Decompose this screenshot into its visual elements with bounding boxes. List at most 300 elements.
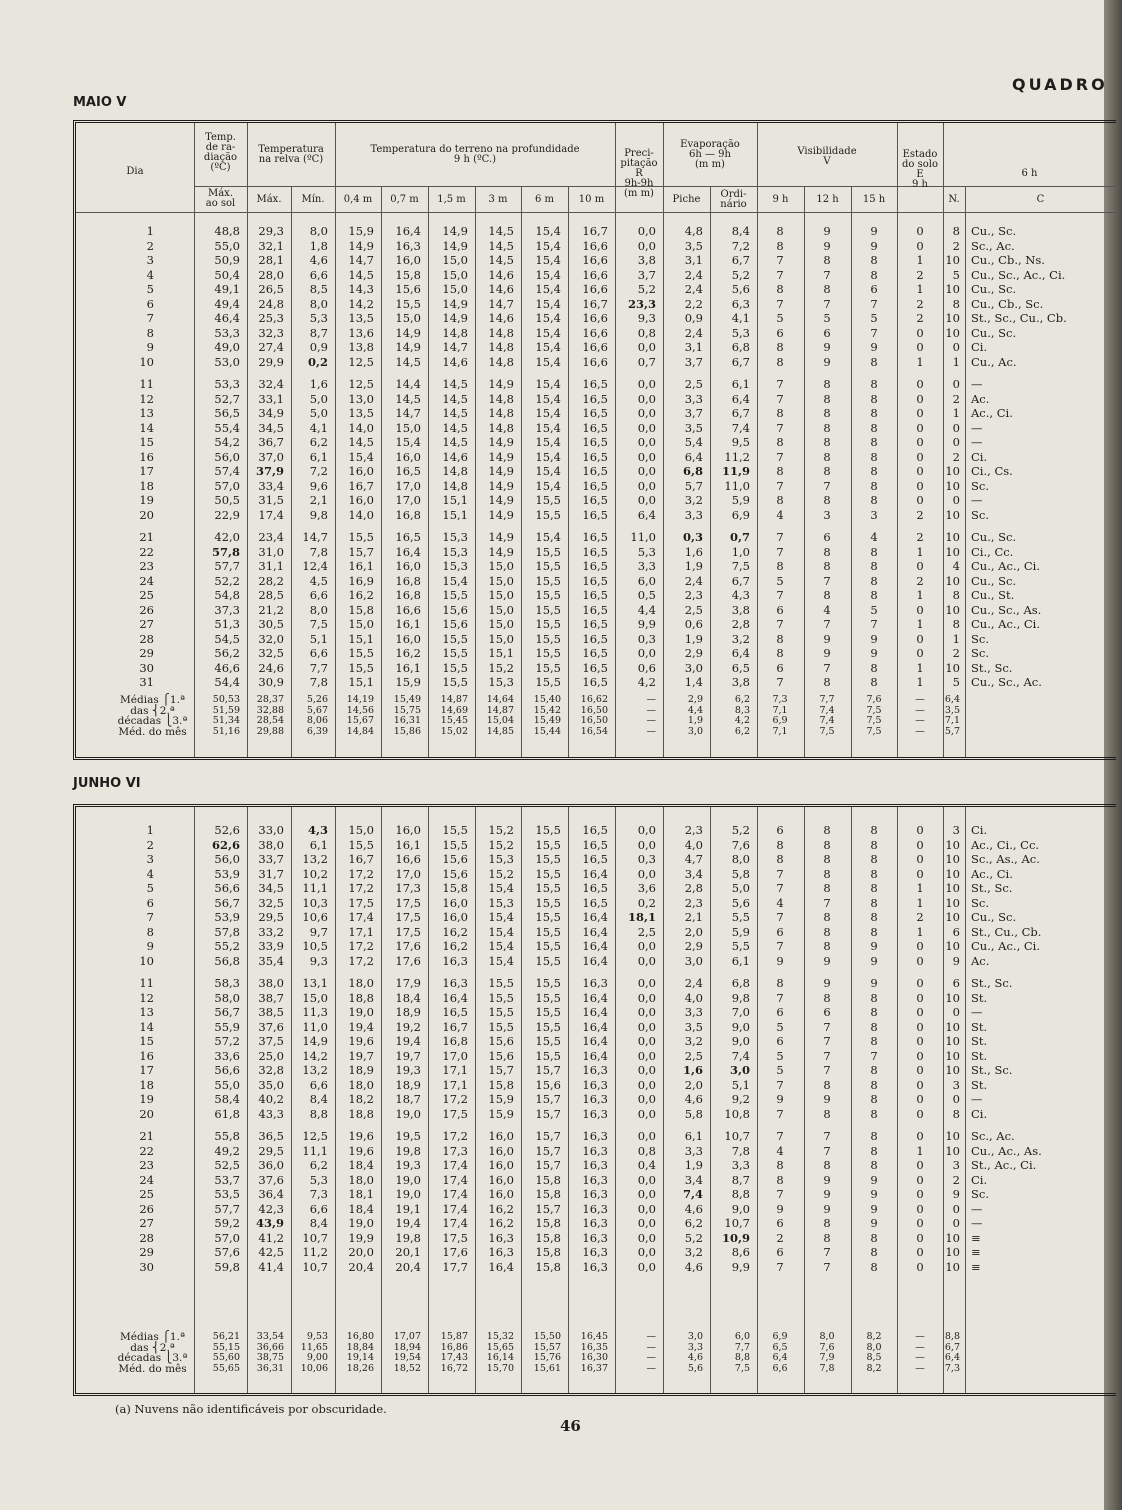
header-estado-4: 9 h: [912, 179, 928, 190]
cell-evap-piche: 3,3: [684, 391, 703, 406]
cell-temp-rad-max: 59,8: [214, 1259, 240, 1274]
cell-terreno-10: 16,3: [582, 1245, 608, 1259]
cell-dia: 19: [139, 493, 154, 507]
cell-terreno-3: 15,5: [488, 1019, 514, 1034]
cell-terreno-1-5: 17,4: [442, 1201, 468, 1216]
cell-terreno-6: 15,7: [535, 1106, 561, 1121]
cell-terreno-6: 15,4: [535, 253, 561, 267]
cell-relva-max: 32,3: [258, 325, 284, 340]
table-row: [76, 421, 1116, 435]
header-depth-0-4: 0,4 m: [343, 194, 373, 205]
cell-temp-rad-max: 58,4: [214, 1092, 240, 1106]
cell-relva-min: 7,8: [309, 544, 328, 559]
cell-precipitacao: 4,2: [637, 675, 656, 689]
mean-precipitacao: —: [646, 704, 656, 716]
mean-estado-solo: —: [915, 1362, 925, 1374]
cell-precipitacao: 0,0: [637, 1129, 656, 1143]
cell-terreno-0-4: 17,2: [348, 866, 374, 881]
month-title-maio: MAIO V: [73, 95, 127, 110]
table-row: [76, 976, 1116, 990]
cell-terreno-0-4: 15,1: [348, 675, 374, 689]
cell-precipitacao: 18,1: [627, 910, 656, 924]
table-row: [76, 925, 1116, 939]
cell-terreno-0-4: 18,0: [348, 1172, 374, 1187]
cell-dia: 16: [139, 449, 154, 464]
cell-relva-max: 29,3: [258, 224, 284, 238]
cell-vis-15h: 8: [870, 1063, 878, 1077]
cell-terreno-1-5: 14,9: [442, 224, 468, 238]
cell-vis-15h: 8: [870, 852, 878, 866]
cell-terreno-0-7: 16,1: [395, 617, 421, 631]
cell-nuvens-n: 0: [952, 340, 960, 354]
cell-vis-9h: 4: [776, 507, 784, 522]
cell-relva-max: 37,9: [255, 464, 284, 478]
mean-terreno-0-7: 15,75: [393, 704, 421, 716]
cell-terreno-10: 16,3: [582, 1158, 608, 1172]
mean-terreno-10: 16,30: [580, 1352, 608, 1363]
mean-relva-max: 36,66: [256, 1341, 284, 1353]
cell-terreno-0-4: 14,7: [348, 253, 374, 267]
cell-vis-15h: 8: [870, 1245, 878, 1259]
cell-dia: 12: [139, 391, 154, 406]
cell-dia: 20: [139, 507, 154, 522]
cell-evap-piche: 2,4: [684, 976, 703, 990]
cell-nuvens-c: —: [971, 1092, 983, 1106]
cell-temp-rad-max: 54,4: [214, 675, 240, 689]
cell-nuvens-n: 10: [945, 660, 960, 675]
cell-relva-max: 43,9: [255, 1216, 284, 1230]
cell-estado-solo: 0: [916, 976, 924, 990]
cell-terreno-0-4: 17,2: [348, 953, 374, 968]
quadro-heading: QUADRO: [1012, 75, 1108, 94]
table-row: [76, 939, 1116, 953]
cell-terreno-6: 15,4: [535, 340, 561, 354]
mean-temp-rad-max: 51,16: [212, 725, 240, 737]
cell-nuvens-c: Cu., Sc., Ac.: [971, 675, 1042, 689]
cell-relva-min: 4,3: [307, 823, 328, 837]
cell-dia: 29: [139, 646, 154, 660]
cell-relva-max: 28,5: [258, 588, 284, 602]
cell-terreno-0-4: 16,0: [348, 464, 374, 478]
cell-vis-12h: 7: [823, 1034, 831, 1048]
mean-estado-solo: —: [915, 715, 925, 726]
cell-terreno-10: 16,3: [582, 1106, 608, 1121]
table-row: [76, 1216, 1116, 1230]
table-row: [76, 508, 1116, 522]
cell-terreno-6: 15,4: [535, 238, 561, 253]
cell-terreno-3: 15,9: [488, 1106, 514, 1121]
cell-vis-15h: 8: [870, 544, 878, 559]
cell-nuvens-n: 5: [952, 675, 960, 689]
cell-nuvens-n: 8: [952, 617, 960, 631]
cell-evap-ordinario: 5,5: [731, 910, 750, 924]
mean-vis-15h: 8,2: [866, 1331, 882, 1342]
cell-temp-rad-max: 33,6: [214, 1048, 240, 1063]
cell-vis-9h: 7: [776, 296, 784, 311]
mean-terreno-0-4: 19,14: [346, 1352, 374, 1363]
cell-evap-piche: 2,3: [684, 895, 703, 910]
cell-terreno-6: 15,5: [535, 837, 561, 852]
cell-nuvens-n: 2: [952, 1172, 960, 1187]
cell-terreno-6: 15,5: [535, 1019, 561, 1034]
cell-evap-ordinario: 5,9: [731, 493, 750, 507]
cell-terreno-3: 14,8: [488, 420, 514, 435]
cell-temp-rad-max: 56,2: [214, 646, 240, 660]
cell-evap-piche: 2,4: [684, 325, 703, 340]
cell-evap-piche: 3,5: [684, 420, 703, 435]
cell-vis-15h: 4: [870, 530, 878, 544]
cell-vis-15h: 8: [870, 924, 878, 939]
cell-dia: 26: [139, 1201, 154, 1216]
cell-nuvens-c: ≡: [971, 1259, 981, 1274]
table-row: [76, 224, 1116, 238]
mean-vis-15h: 7,5: [866, 704, 882, 716]
cell-terreno-0-7: 17,6: [395, 953, 421, 968]
cell-estado-solo: 0: [916, 1092, 924, 1106]
cell-terreno-3: 15,0: [488, 602, 514, 617]
cell-terreno-3: 14,6: [488, 282, 514, 296]
cell-terreno-1-5: 15,4: [442, 573, 468, 588]
cell-estado-solo: 0: [916, 1048, 924, 1063]
cell-nuvens-c: Cu., Ac., As.: [971, 1143, 1042, 1158]
cell-evap-piche: 2,9: [684, 939, 703, 953]
table-row: [76, 910, 1116, 924]
cell-vis-9h: 2: [776, 1230, 784, 1245]
header-max-sol-1: Máx.: [207, 188, 234, 199]
cell-nuvens-n: 8: [952, 588, 960, 602]
mean-estado-solo: —: [915, 704, 925, 716]
cell-temp-rad-max: 55,9: [214, 1019, 240, 1034]
cell-dia: 28: [139, 1230, 154, 1245]
mean-relva-min: 5,67: [306, 704, 328, 716]
cell-nuvens-n: 10: [945, 1245, 960, 1259]
cell-terreno-10: 16,6: [582, 282, 608, 296]
cell-evap-ordinario: 5,1: [731, 1077, 750, 1092]
cell-terreno-0-4: 16,9: [348, 573, 374, 588]
cell-dia: 5: [146, 881, 154, 895]
mean-nuvens-n: 3,5: [944, 704, 960, 716]
cell-precipitacao: 0,0: [637, 866, 656, 881]
cell-nuvens-c: Sc., As., Ac.: [971, 852, 1040, 866]
cell-dia: 13: [139, 1005, 154, 1019]
cell-temp-rad-max: 62,6: [211, 837, 240, 852]
cell-temp-rad-max: 57,8: [211, 544, 240, 559]
table-row: [76, 896, 1116, 910]
cell-terreno-6: 15,4: [535, 391, 561, 406]
cell-terreno-3: 16,2: [488, 1216, 514, 1230]
cell-temp-rad-max: 61,8: [214, 1106, 240, 1121]
table-row: [76, 450, 1116, 464]
cell-terreno-6: 15,4: [535, 296, 561, 311]
mean-nuvens-n: 6,4: [944, 1352, 960, 1363]
cell-precipitacao: 0,0: [637, 976, 656, 990]
cell-evap-piche: 3,4: [684, 1172, 703, 1187]
cell-vis-15h: 8: [870, 253, 878, 267]
cell-terreno-3: 14,9: [488, 493, 514, 507]
cell-terreno-3: 14,9: [488, 464, 514, 478]
cell-relva-max: 36,7: [258, 435, 284, 449]
cell-terreno-1-5: 15,6: [442, 602, 468, 617]
cell-terreno-0-4: 19,4: [348, 1019, 374, 1034]
mean-terreno-0-7: 16,31: [393, 715, 421, 726]
cell-terreno-0-7: 16,2: [395, 646, 421, 660]
cell-vis-12h: 8: [823, 1230, 831, 1245]
mean-terreno-3: 15,32: [486, 1331, 514, 1342]
mean-temp-rad-max: 55,15: [212, 1341, 240, 1353]
cell-evap-ordinario: 5,8: [731, 866, 750, 881]
cell-evap-ordinario: 5,3: [731, 325, 750, 340]
cell-vis-12h: 7: [823, 1048, 831, 1063]
cell-nuvens-c: Cu., St.: [971, 588, 1015, 602]
cell-nuvens-n: 0: [952, 493, 960, 507]
means-row: [76, 716, 1116, 726]
cell-terreno-10: 16,4: [582, 1048, 608, 1063]
mean-terreno-1-5: 16,72: [440, 1362, 468, 1374]
cell-evap-ordinario: 9,0: [731, 1034, 750, 1048]
cell-evap-ordinario: 5,5: [731, 939, 750, 953]
table-row: [76, 661, 1116, 675]
cell-vis-15h: 8: [870, 449, 878, 464]
cell-nuvens-c: Ci.: [971, 1106, 988, 1121]
cell-terreno-6: 15,5: [535, 924, 561, 939]
cell-evap-ordinario: 11,2: [724, 449, 750, 464]
cell-terreno-6: 15,6: [535, 1077, 561, 1092]
cell-terreno-3: 14,8: [488, 340, 514, 354]
cell-terreno-0-4: 19,0: [348, 1005, 374, 1019]
cell-terreno-0-4: 18,8: [348, 990, 374, 1005]
mean-temp-rad-max: 55,60: [212, 1352, 240, 1363]
cell-nuvens-c: Cu., Ac., Ci.: [971, 559, 1041, 573]
cell-vis-15h: 8: [870, 1143, 878, 1158]
cell-relva-max: 27,4: [258, 340, 284, 354]
cell-relva-max: 37,6: [258, 1019, 284, 1034]
cell-relva-min: 6,6: [309, 646, 328, 660]
cell-terreno-1-5: 17,2: [442, 1092, 468, 1106]
cell-terreno-3: 15,4: [488, 881, 514, 895]
cell-temp-rad-max: 53,7: [214, 1172, 240, 1187]
means-row: [76, 1364, 1116, 1374]
cell-precipitacao: 0,7: [637, 354, 656, 369]
cell-relva-min: 8,0: [309, 296, 328, 311]
cell-terreno-0-4: 19,6: [348, 1129, 374, 1143]
cell-terreno-1-5: 14,5: [442, 406, 468, 420]
cell-dia: 19: [139, 1092, 154, 1106]
cell-nuvens-n: 10: [945, 530, 960, 544]
cell-nuvens-c: —: [971, 1201, 983, 1216]
cell-estado-solo: 0: [916, 464, 924, 478]
cell-terreno-1-5: 16,0: [442, 910, 468, 924]
cell-vis-9h: 7: [776, 881, 784, 895]
cell-evap-piche: 4,7: [684, 852, 703, 866]
cell-terreno-0-4: 20,0: [348, 1245, 374, 1259]
cell-nuvens-c: —: [971, 435, 983, 449]
cell-vis-12h: 8: [823, 544, 831, 559]
cell-precipitacao: 0,5: [637, 588, 656, 602]
cell-dia: 7: [146, 311, 154, 325]
mean-terreno-0-7: 19,54: [393, 1352, 421, 1363]
cell-terreno-6: 15,5: [535, 573, 561, 588]
cell-terreno-0-4: 14,2: [348, 296, 374, 311]
cell-nuvens-c: —: [971, 377, 983, 391]
cell-terreno-10: 16,5: [582, 493, 608, 507]
cell-terreno-0-4: 15,5: [348, 530, 374, 544]
mean-relva-min: 10,06: [300, 1362, 328, 1374]
cell-terreno-0-4: 16,0: [348, 493, 374, 507]
cell-relva-min: 8,0: [309, 224, 328, 238]
cell-terreno-0-4: 18,9: [348, 1063, 374, 1077]
cell-terreno-3: 15,4: [488, 910, 514, 924]
cell-nuvens-c: Ac., Ci., Cc.: [971, 837, 1040, 852]
cell-vis-9h: 7: [776, 866, 784, 881]
cell-nuvens-c: Cu., Sc., As.: [971, 602, 1042, 617]
cell-terreno-1-5: 14,8: [442, 478, 468, 493]
mean-relva-max: 38,75: [256, 1352, 284, 1363]
cell-vis-12h: 9: [823, 1187, 831, 1201]
cell-precipitacao: 9,3: [637, 311, 656, 325]
cell-terreno-10: 16,5: [582, 588, 608, 602]
cell-terreno-10: 16,4: [582, 1019, 608, 1034]
cell-vis-9h: 8: [776, 406, 784, 420]
cell-vis-15h: 9: [870, 953, 878, 968]
cell-vis-12h: 9: [823, 224, 831, 238]
cell-vis-15h: 8: [870, 354, 878, 369]
cell-precipitacao: 0,6: [637, 660, 656, 675]
cell-precipitacao: 0,0: [637, 1034, 656, 1048]
cell-terreno-10: 16,5: [582, 881, 608, 895]
cell-terreno-0-7: 19,3: [395, 1158, 421, 1172]
mean-evap-ordinario: 6,2: [734, 694, 750, 705]
cell-evap-piche: 3,3: [684, 1005, 703, 1019]
cell-temp-rad-max: 56,6: [214, 1063, 240, 1077]
cell-temp-rad-max: 58,3: [214, 976, 240, 990]
cell-relva-max: 25,3: [258, 311, 284, 325]
cell-terreno-1-5: 17,3: [442, 1143, 468, 1158]
mean-estado-solo: —: [915, 1341, 925, 1353]
cell-terreno-3: 15,6: [488, 1034, 514, 1048]
cell-terreno-1-5: 15,5: [442, 660, 468, 675]
cell-vis-12h: 8: [823, 1106, 831, 1121]
cell-evap-piche: 3,7: [684, 406, 703, 420]
cell-precipitacao: 0,0: [637, 238, 656, 253]
mean-precipitacao: —: [646, 1331, 656, 1342]
cell-evap-ordinario: 8,8: [731, 1187, 750, 1201]
cell-vis-12h: 3: [823, 507, 831, 522]
cell-terreno-10: 16,4: [582, 939, 608, 953]
cell-terreno-0-4: 14,3: [348, 282, 374, 296]
cell-vis-15h: 8: [870, 1034, 878, 1048]
mean-evap-ordinario: 8,8: [734, 1352, 750, 1363]
cell-terreno-0-7: 15,8: [395, 267, 421, 282]
cell-vis-9h: 8: [776, 559, 784, 573]
cell-terreno-1-5: 14,5: [442, 420, 468, 435]
cell-terreno-6: 15,4: [535, 449, 561, 464]
cell-vis-9h: 8: [776, 340, 784, 354]
cell-terreno-0-7: 14,9: [395, 325, 421, 340]
cell-terreno-0-4: 18,8: [348, 1106, 374, 1121]
cell-nuvens-c: St.: [971, 1019, 988, 1034]
cell-terreno-1-5: 16,3: [442, 976, 468, 990]
cell-terreno-6: 15,5: [535, 1034, 561, 1048]
mean-precipitacao: —: [646, 1352, 656, 1363]
cell-vis-12h: 9: [823, 1201, 831, 1216]
cell-terreno-0-7: 16,1: [395, 837, 421, 852]
cell-relva-max: 33,4: [258, 478, 284, 493]
cell-evap-piche: 0,3: [682, 530, 703, 544]
cell-temp-rad-max: 57,8: [214, 924, 240, 939]
table-row: [76, 464, 1116, 478]
cell-terreno-6: 15,7: [535, 1143, 561, 1158]
mean-estado-solo: —: [915, 1352, 925, 1363]
cell-precipitacao: 6,4: [637, 507, 656, 522]
cell-relva-max: 35,0: [258, 1077, 284, 1092]
cell-evap-ordinario: 11,0: [724, 478, 750, 493]
cell-dia: 21: [139, 530, 154, 544]
cell-relva-min: 14,9: [302, 1034, 328, 1048]
cell-vis-12h: 7: [823, 1129, 831, 1143]
mean-relva-max: 29,88: [256, 725, 284, 737]
mean-nuvens-n: 7,3: [944, 1362, 960, 1374]
cell-precipitacao: 0,0: [637, 1187, 656, 1201]
mean-vis-12h: 8,0: [819, 1331, 835, 1342]
cell-vis-12h: 6: [823, 1005, 831, 1019]
cell-dia: 27: [139, 1216, 154, 1230]
cell-relva-max: 33,2: [258, 924, 284, 939]
cell-nuvens-c: Sc.: [971, 895, 989, 910]
cell-terreno-0-4: 18,4: [348, 1158, 374, 1172]
cell-evap-ordinario: 9,9: [731, 1259, 750, 1274]
cell-evap-piche: 1,6: [682, 1063, 703, 1077]
mean-evap-piche: 4,4: [687, 704, 703, 716]
cell-estado-solo: 0: [916, 646, 924, 660]
cell-precipitacao: 0,0: [637, 449, 656, 464]
cell-evap-ordinario: 9,0: [731, 1201, 750, 1216]
cell-precipitacao: 0,3: [637, 852, 656, 866]
cell-terreno-1-5: 17,0: [442, 1048, 468, 1063]
mean-terreno-1-5: 16,86: [440, 1341, 468, 1353]
cell-relva-max: 34,5: [258, 881, 284, 895]
cell-vis-9h: 7: [776, 1259, 784, 1274]
cell-terreno-0-7: 16,5: [395, 530, 421, 544]
cell-terreno-3: 15,3: [488, 675, 514, 689]
cell-dia: 3: [146, 253, 154, 267]
cell-relva-min: 8,7: [309, 325, 328, 340]
header-depth-10: 10 m: [578, 194, 605, 205]
cell-terreno-0-7: 16,8: [395, 588, 421, 602]
cell-vis-15h: 8: [870, 1158, 878, 1172]
mean-vis-12h: 7,5: [819, 725, 835, 737]
cell-terreno-3: 15,0: [488, 617, 514, 631]
header-vis-2: V: [823, 156, 831, 167]
cell-vis-9h: 8: [776, 1158, 784, 1172]
cell-dia: 11: [139, 377, 154, 391]
cell-evap-piche: 2,5: [684, 602, 703, 617]
cell-relva-max: 37,0: [258, 449, 284, 464]
cell-estado-solo: 0: [916, 377, 924, 391]
cell-relva-max: 36,5: [258, 1129, 284, 1143]
cell-relva-max: 24,8: [258, 296, 284, 311]
cell-nuvens-n: 10: [945, 1259, 960, 1274]
cell-terreno-1-5: 14,9: [442, 311, 468, 325]
cell-terreno-10: 16,5: [582, 507, 608, 522]
cell-vis-12h: 9: [823, 646, 831, 660]
table-row: [76, 493, 1116, 507]
cell-nuvens-n: 10: [945, 1143, 960, 1158]
cell-nuvens-n: 3: [952, 1077, 960, 1092]
mean-relva-min: 6,39: [306, 725, 328, 737]
table-row: [76, 479, 1116, 493]
cell-evap-ordinario: 6,1: [731, 377, 750, 391]
cell-terreno-6: 15,5: [535, 559, 561, 573]
